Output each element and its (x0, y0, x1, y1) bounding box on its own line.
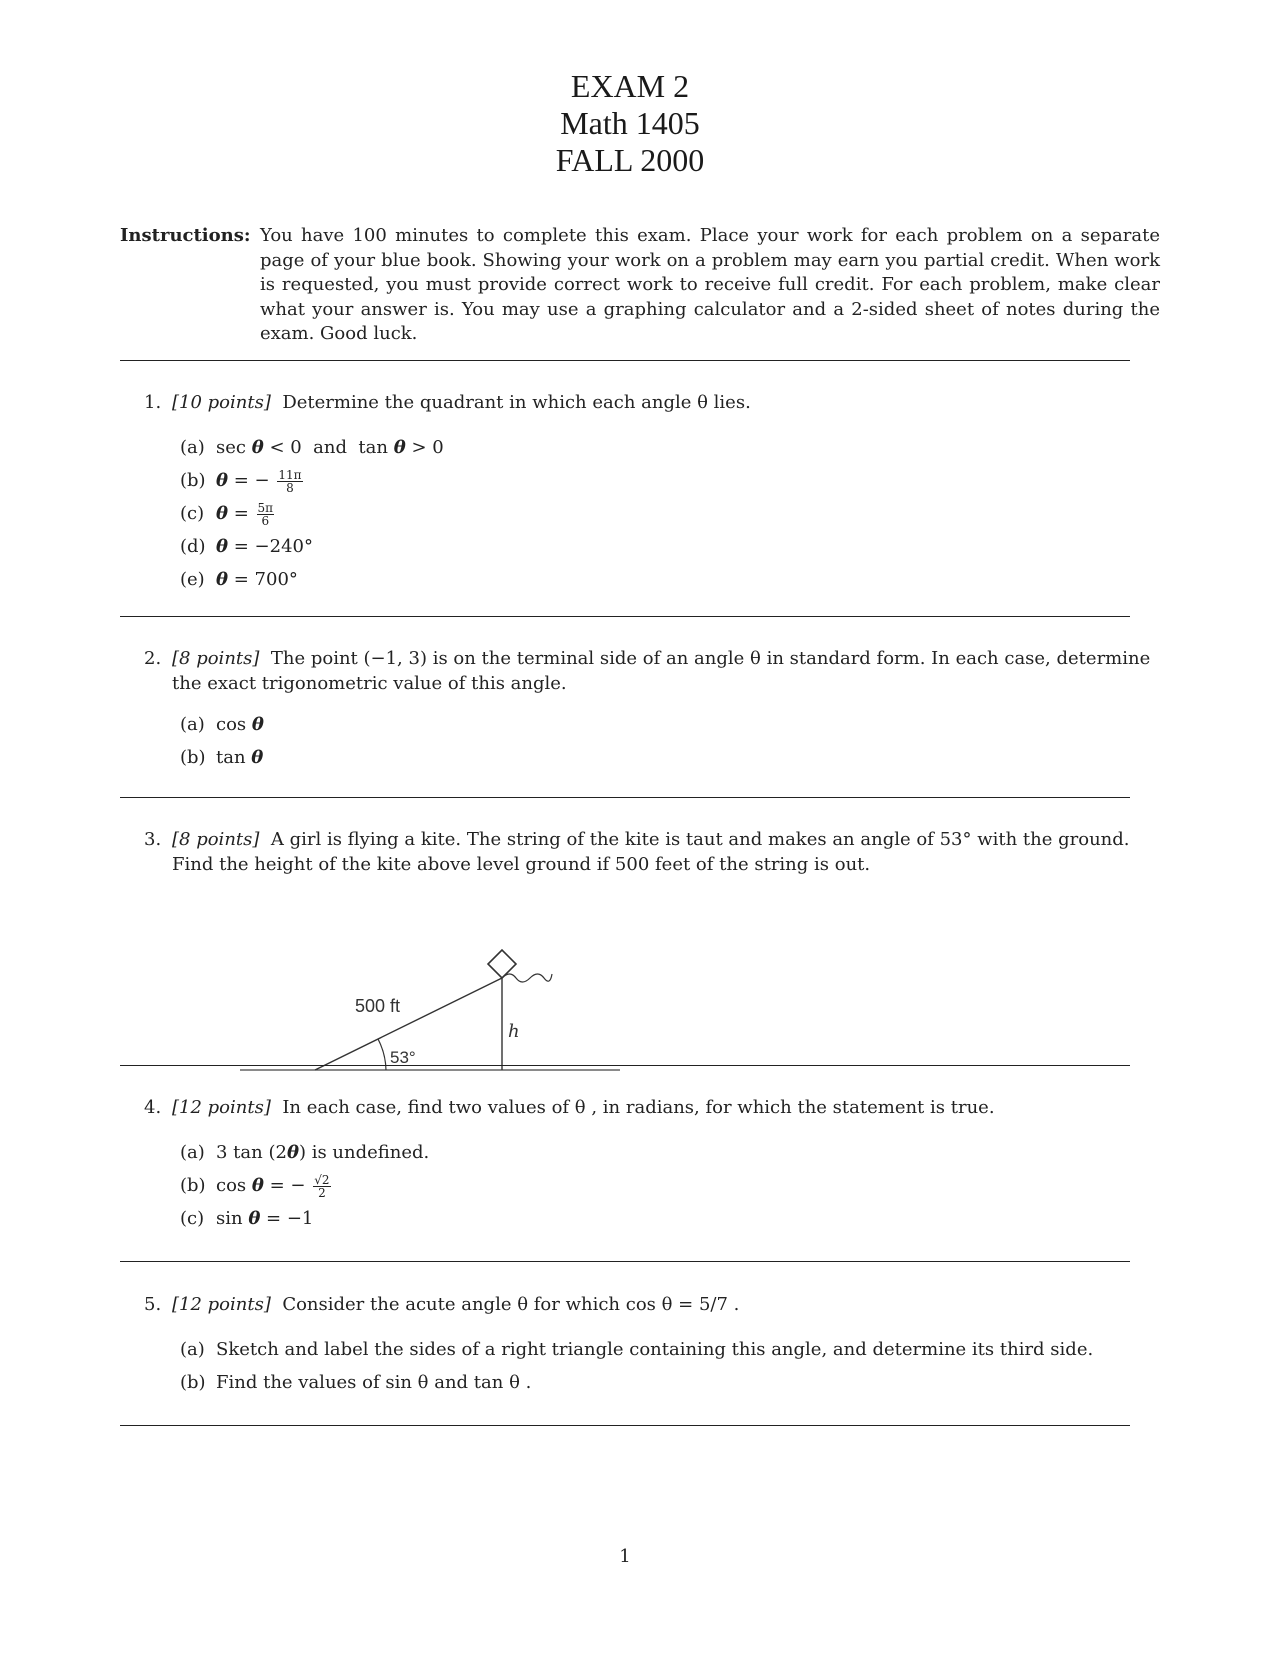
problem-number: 3. (144, 829, 162, 850)
title-line-1: EXAM 2 (570, 68, 690, 104)
problem-text: A girl is flying a kite. The string of the kite is taut and makes an angle of 53° with the ground. Find the height of the kite above level ground if 500 feet of the string is out. (172, 829, 1130, 875)
problem-text: Determine the quadrant in which each angle θ lies. (282, 392, 751, 413)
problem-text: The point (−1, 3) is on the terminal side of an angle θ in standard form. In each case, determine the exact trigonometric value of this angle. (172, 648, 1151, 694)
problem-4 (144, 1095, 1154, 1235)
part-b: (b) cos θ = − $\frac{√2}{2}$ (180, 1172, 330, 1200)
instructions-text: You have 100 minutes to complete this exam. Place your work for each problem on a separate page of your blue book. Showing your work on a problem may earn you partial credit. When work is requested, you must provide correct work to receive full credit. For each problem, make clear what your answer is. You may use a graphing calculator and a 2-sided sheet of notes during the exam. Good luck. (260, 225, 1160, 344)
part-a: (a) cos θ (180, 714, 264, 735)
part-d: (d) θ = −240° (180, 536, 313, 557)
part-e: (e) θ = 700° (180, 569, 298, 590)
title-line-2: Math 1405 (560, 105, 700, 141)
angle-label: 53° (390, 1048, 416, 1067)
instructions (120, 224, 1160, 347)
problem-number: 4. (144, 1097, 162, 1118)
height-label: h (508, 1021, 520, 1042)
problem-5 (144, 1292, 1154, 1399)
divider (120, 1261, 1130, 1262)
divider (120, 360, 1130, 361)
problem-1 (144, 390, 1154, 596)
problem-points: [12 points] (172, 1097, 271, 1118)
instructions-label: Instructions: (120, 225, 251, 246)
part-b: (b) θ = − $\frac{11\pi}{8}$ (180, 467, 302, 495)
problem-parts (180, 708, 1154, 774)
part-a: (a) sec θ < 0 and tan θ > 0 (180, 437, 444, 458)
problem-text: In each case, find two values of θ , in radians, for which the statement is true. (282, 1097, 995, 1118)
part-b: (b) Find the values of sin θ and tan θ . (180, 1372, 532, 1393)
problem-points: [12 points] (172, 1294, 271, 1315)
divider (120, 797, 1130, 798)
problem-number: 1. (144, 392, 162, 413)
problem-number: 5. (144, 1294, 162, 1315)
problem-parts (180, 1333, 1154, 1399)
part-c: (c) θ = $\frac{5\pi}{6}$ (180, 500, 274, 528)
problem-3 (144, 827, 1154, 877)
problem-number: 2. (144, 648, 162, 669)
string-length-label: 500 ft (355, 996, 401, 1016)
part-b: (b) tan θ (180, 747, 264, 768)
part-c: (c) sin θ = −1 (180, 1208, 314, 1229)
divider (120, 1065, 1130, 1066)
divider (120, 616, 1130, 617)
problem-points: [10 points] (172, 392, 271, 413)
page-number: 1 (619, 1546, 631, 1567)
problem-parts (180, 1136, 1154, 1235)
title-line-3: FALL 2000 (555, 142, 705, 178)
part-a: (a) 3 tan (2θ) is undefined. (180, 1142, 430, 1163)
problem-2 (144, 646, 1154, 774)
problem-points: [8 points] (172, 829, 260, 850)
problem-parts (180, 431, 1154, 596)
problem-text: Consider the acute angle θ for which cos θ = 5/7 . (282, 1294, 740, 1315)
divider (120, 1425, 1130, 1426)
kite-diagram (240, 945, 640, 1080)
kite-icon (488, 950, 516, 978)
exam-title (0, 68, 1260, 179)
kite-tail-icon (502, 974, 552, 982)
part-a: (a) Sketch and label the sides of a right triangle containing this angle, and determine its third side. (180, 1339, 1094, 1360)
problem-points: [8 points] (172, 648, 260, 669)
